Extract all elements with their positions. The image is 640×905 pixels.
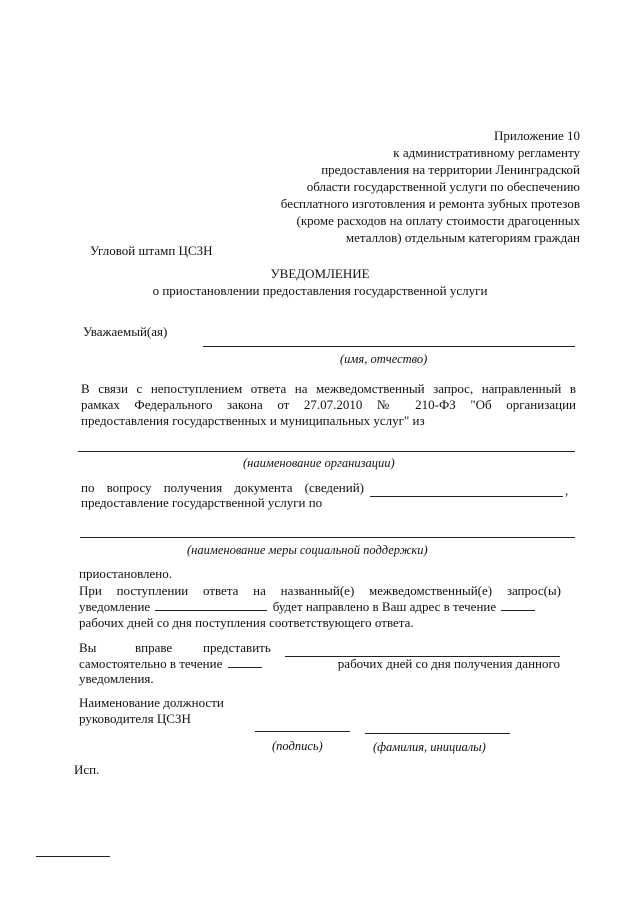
days-fill-line[interactable] — [501, 609, 535, 611]
comma: , — [565, 483, 569, 498]
header-line: к административному регламенту — [393, 145, 580, 160]
caption-measure: (наименование меры социальной поддержки) — [187, 543, 428, 557]
para-text: представить — [203, 640, 271, 655]
para-line: предоставления государственных и муниципальных услуг" из — [81, 413, 425, 428]
para-line: рабочих дней со дня поступления соответствующего ответа. — [79, 615, 414, 630]
appendix-header — [281, 127, 580, 246]
paragraph-request — [81, 381, 576, 413]
position-line: Наименование должности — [79, 695, 224, 710]
para-line: предоставление государственной услуги по — [81, 495, 323, 510]
caption-signature: (подпись) — [272, 739, 323, 753]
position-title — [79, 695, 224, 727]
para-text: рабочих дней со дня получения данного — [337, 656, 560, 671]
para-text: Вы — [79, 640, 97, 655]
para-text: вправе — [135, 640, 173, 655]
para-line: уведомления. — [79, 671, 154, 686]
fio-fill-line[interactable] — [365, 733, 510, 734]
para-line: рамках Федерального закона от 27.07.2010 № 210-ФЗ "Об организации — [81, 397, 576, 412]
signature-fill-line[interactable] — [255, 731, 350, 732]
caption-fio: (фамилия, инициалы) — [373, 740, 486, 754]
organization-fill-line[interactable] — [78, 451, 575, 452]
name-fill-line[interactable] — [203, 346, 575, 347]
header-line: бесплатного изготовления и ремонта зубных протезов — [280, 196, 580, 211]
header-line: предоставления на территории Ленинградской — [321, 162, 580, 177]
para-line: При поступлении ответа на названный(е) межведомственный(е) запрос(ы) — [79, 583, 561, 598]
caption-organization: (наименование организации) — [243, 456, 395, 470]
corner-stamp-label: Угловой штамп ЦСЗН — [90, 243, 213, 258]
position-line: руководителя ЦСЗН — [79, 711, 191, 726]
footnote-separator — [36, 856, 110, 857]
header-line: (кроме расходов на оплату стоимости драгоценных — [296, 213, 580, 228]
greeting-label: Уважаемый(ая) — [83, 324, 168, 339]
para-text: уведомление — [79, 599, 151, 614]
para-line: приостановлено. — [79, 566, 173, 581]
header-line: Приложение 10 — [493, 128, 580, 143]
para-text: будет направлено в Ваш адрес в течение — [272, 599, 497, 614]
document-subtitle: о приостановлении предоставления государственной услуги — [152, 283, 488, 298]
para-text: самостоятельно в течение — [79, 656, 223, 671]
executor-label: Исп. — [74, 762, 100, 777]
caption-name: (имя, отчество) — [340, 352, 428, 366]
header-line: области государственной услуги по обеспечению — [306, 179, 580, 194]
header-line: металлов) отдельным категориям граждан — [345, 230, 580, 245]
para-line — [79, 599, 537, 615]
para-line — [79, 656, 560, 672]
notice-fill-line[interactable] — [155, 609, 267, 611]
measure-fill-line[interactable] — [80, 537, 575, 538]
days2-fill-line[interactable] — [228, 666, 262, 668]
para-line: В связи с непоступлением ответа на межведомственный запрос, направленный в — [81, 381, 576, 396]
document-fill-line[interactable] — [370, 496, 563, 497]
document-title: УВЕДОМЛЕНИЕ — [270, 266, 370, 281]
para-line: по вопросу получения документа (сведений) — [81, 480, 364, 495]
